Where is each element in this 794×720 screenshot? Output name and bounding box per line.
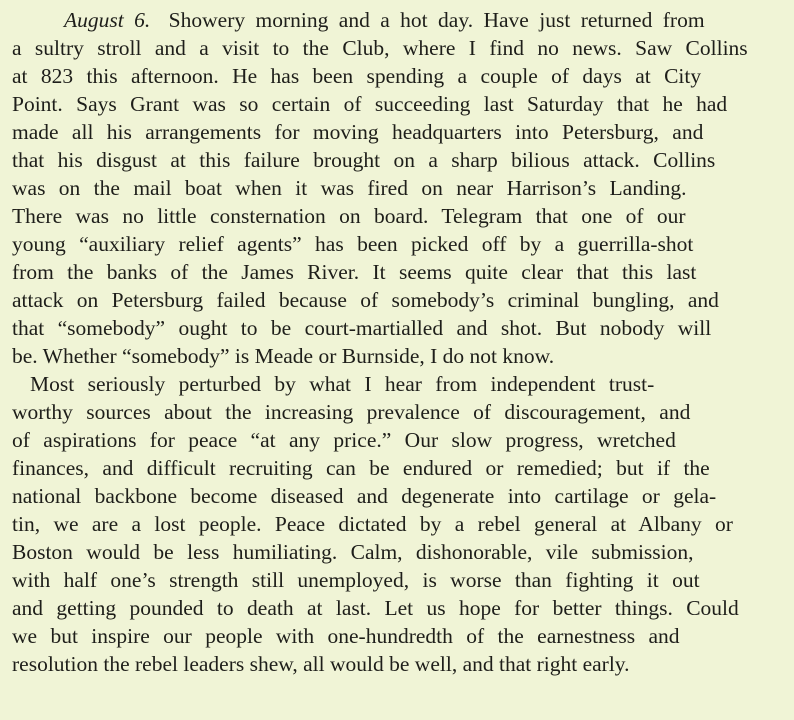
text-line [0,510,794,538]
text-line [0,6,794,34]
line-text: made all his arrangements for moving headquarters into Petersburg, and [12,120,704,144]
text-line [0,622,794,650]
text-line [0,650,794,678]
line-text: that his disgust at this failure brought on a sharp bilious attack. Collins [12,148,716,172]
line-text: Boston would be less humiliating. Calm, dishonorable, vile submission, [12,540,694,564]
line-text: a sultry stroll and a visit to the Club, where I find no news. Saw Collins [12,36,748,60]
line-text: young “auxiliary relief agents” has been picked off by a guerrilla-shot [12,232,694,256]
text-line [0,118,794,146]
line-text: Most seriously perturbed by what I hear from independent trust- [30,372,655,396]
text-line [0,482,794,510]
line-text: Point. Says Grant was so certain of succeeding last Saturday that he had [12,92,728,116]
line-text: was on the mail boat when it was fired on near Harrison’s Landing. [12,176,687,200]
text-line [0,258,794,286]
line-text: Showery morning and a hot day. Have just returned from [168,8,705,32]
text-line [0,538,794,566]
line-text: attack on Petersburg failed because of somebody’s criminal bungling, and [12,288,719,312]
line-text: finances, and difficult recruiting can be endured or remedied; but if the [12,456,710,480]
line-text: we but inspire our people with one-hundredth of the earnestness and [12,624,680,648]
text-line [0,370,794,398]
text-line [0,398,794,426]
text-line [0,62,794,90]
line-text: There was no little consternation on board. Telegram that one of our [12,204,686,228]
line-text: and getting pounded to death at last. Let us hope for better things. Could [12,596,739,620]
text-line [0,314,794,342]
text-line [0,342,794,370]
text-line [0,454,794,482]
line-text: that “somebody” ought to be court-martialled and shot. But nobody will [12,316,712,340]
entry-date: August 6. [64,8,151,32]
text-line [0,594,794,622]
line-text: from the banks of the James River. It seems quite clear that this last [12,260,697,284]
line-text: of aspirations for peace “at any price.” Our slow progress, wretched [12,428,676,452]
text-line [0,566,794,594]
text-line [0,426,794,454]
line-text: with half one’s strength still unemployed, is worse than fighting it out [12,568,700,592]
line-text: worthy sources about the increasing prevalence of discouragement, and [12,400,691,424]
text-line [0,286,794,314]
line-text: resolution the rebel leaders shew, all would be well, and that right early. [12,652,630,676]
line-text: be. Whether “somebody” is Meade or Burnside, I do not know. [12,344,555,368]
line-text: at 823 this afternoon. He has been spending a couple of days at City [12,64,702,88]
text-line [0,90,794,118]
line-text: national backbone become diseased and degenerate into cartilage or gela- [12,484,717,508]
text-line [0,146,794,174]
text-line [0,202,794,230]
text-line [0,174,794,202]
line-text: tin, we are a lost people. Peace dictated by a rebel general at Albany or [12,512,733,536]
text-line [0,230,794,258]
text-line [0,34,794,62]
